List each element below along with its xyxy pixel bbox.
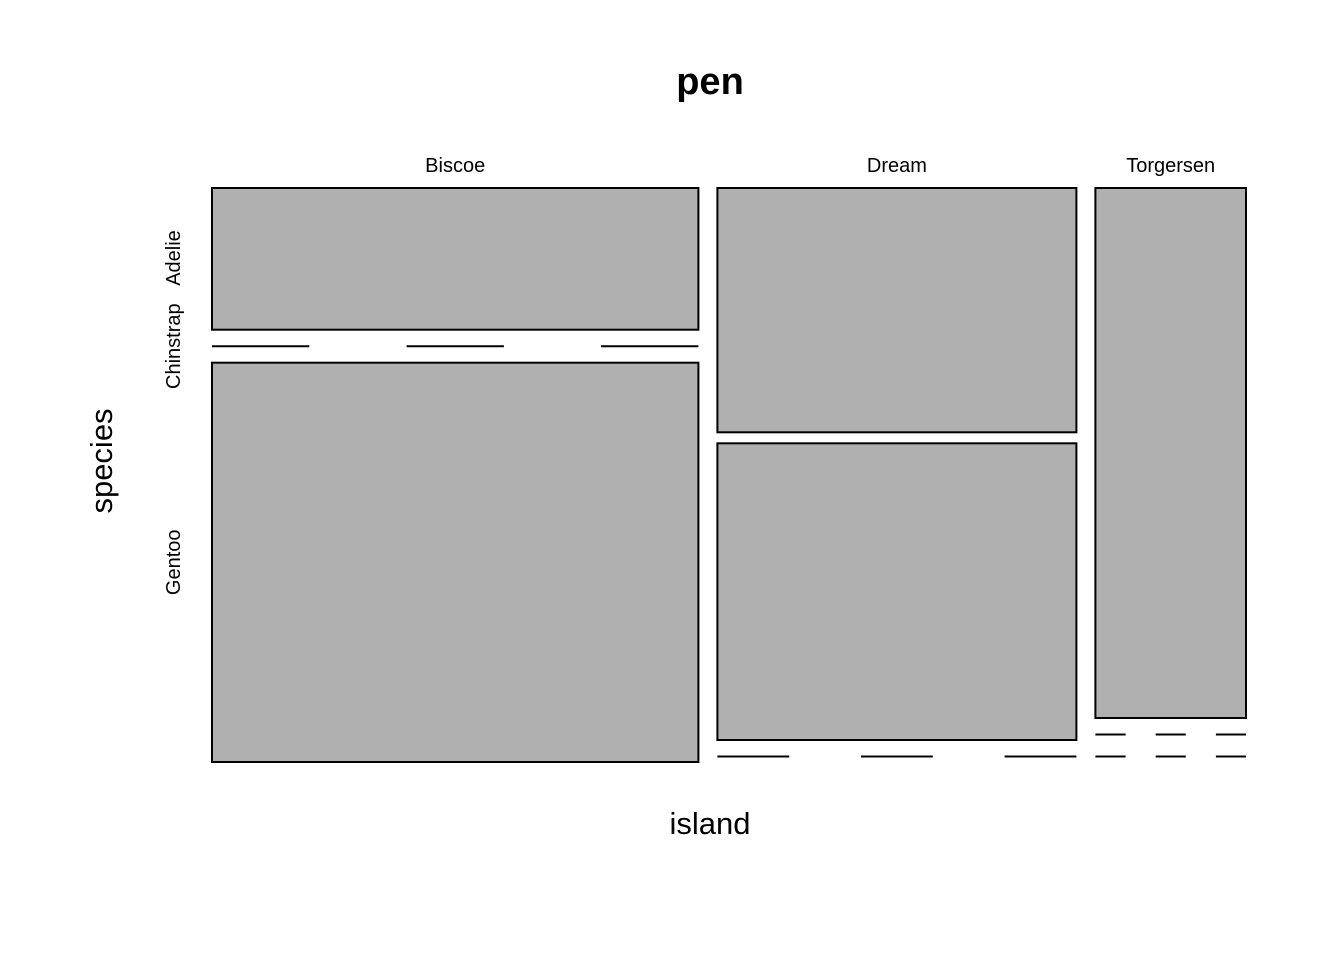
chart-title: pen xyxy=(676,61,744,103)
y-tick-labels xyxy=(163,230,185,595)
x-tick-label-dream: Dream xyxy=(866,155,927,177)
x-axis-title: island xyxy=(669,806,751,841)
tile-dream-adelie xyxy=(717,188,1076,432)
mosaic-tiles xyxy=(212,188,1246,762)
tile-torgersen-adelie xyxy=(1095,188,1246,718)
tile-biscoe-gentoo xyxy=(212,363,698,762)
y-tick-label-chinstrap: Chinstrap xyxy=(163,303,185,390)
y-tick-label-adelie: Adelie xyxy=(163,230,185,286)
x-tick-label-biscoe: Biscoe xyxy=(425,155,486,177)
x-tick-labels xyxy=(425,155,1215,177)
tile-biscoe-adelie xyxy=(212,188,698,330)
x-tick-label-torgersen: Torgersen xyxy=(1126,155,1216,177)
y-tick-label-gentoo: Gentoo xyxy=(163,529,185,596)
y-axis-title: species xyxy=(84,408,119,514)
tile-dream-chinstrap xyxy=(717,443,1076,740)
